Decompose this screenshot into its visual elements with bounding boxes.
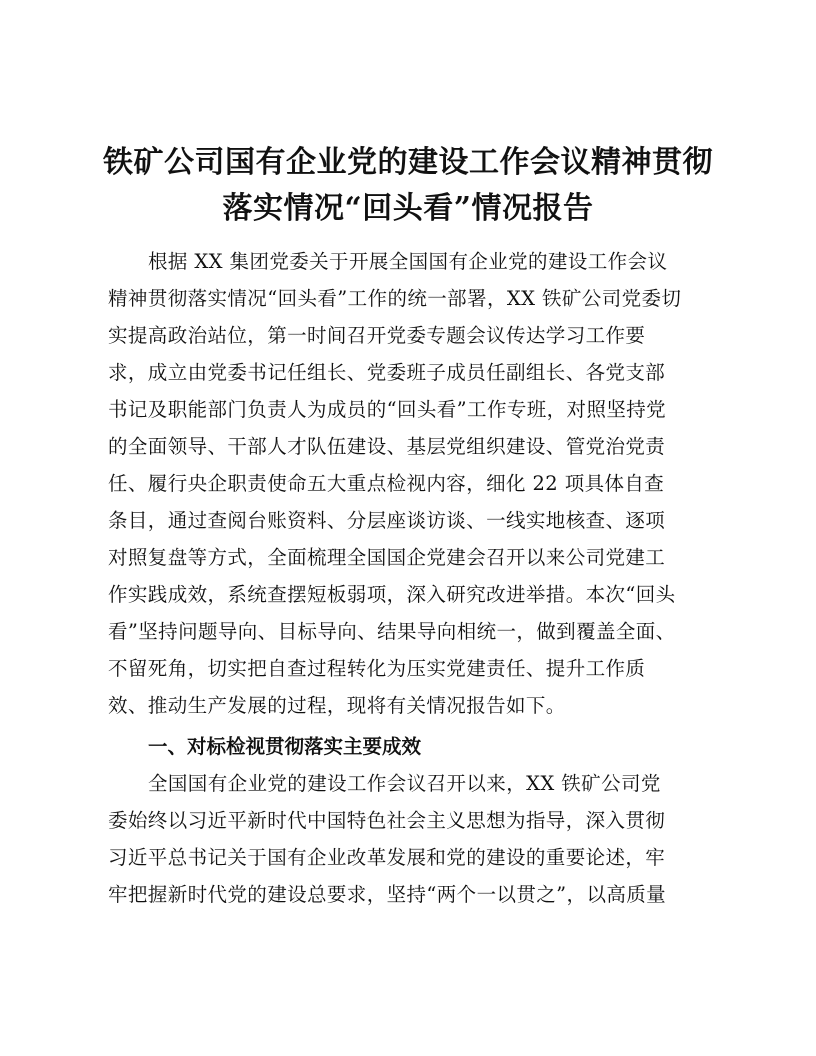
paragraph-line: 作实践成效，系统查摆短板弱项，深入研究改进举措。本次“回头: [108, 583, 676, 606]
paragraph-line: 效、推动生产发展的过程，现将有关情况报告如下。: [108, 694, 566, 717]
paragraph-line: 委始终以习近平新时代中国特色社会主义思想为指导，深入贯彻: [108, 809, 666, 832]
paragraph-line: 习近平总书记关于国有企业改革发展和党的建设的重要论述，牢: [108, 846, 666, 869]
section-heading: 一、对标检视贯彻落实主要成效: [148, 735, 422, 758]
paragraph-line: 实提高政治站位，第一时间召开党委专题会议传达学习工作要: [108, 324, 646, 347]
document-title-line-1: 铁矿公司国有企业党的建设工作会议精神贯彻: [103, 145, 713, 180]
paragraph-line: 的全面领导、干部人才队伍建设、基层党组织建设、管党治党责: [108, 435, 666, 458]
paragraph-line: 精神贯彻落实情况“回头看”工作的统一部署，XX 铁矿公司党委切: [108, 287, 682, 310]
paragraph-line: 任、履行央企职责使命五大重点检视内容，细化 22 项具体自查: [108, 472, 665, 495]
paragraph-line: 不留死角，切实把自查过程转化为压实党建责任、提升工作质: [108, 657, 646, 680]
paragraph-line: 看”坚持问题导向、目标导向、结果导向相统一，做到覆盖全面、: [108, 620, 676, 643]
paragraph-line: 牢把握新时代党的建设总要求，坚持“两个一以贯之”，以高质量: [108, 883, 667, 906]
paragraph-line: 书记及职能部门负责人为成员的“回头看”工作专班，对照坚持党: [108, 398, 667, 421]
paragraph-line: 根据 XX 集团党委关于开展全国国有企业党的建设工作会议: [148, 250, 668, 273]
paragraph-line: 对照复盘等方式，全面梳理全国国企党建会召开以来公司党建工: [108, 546, 666, 569]
paragraph-line: 求，成立由党委书记任组长、党委班子成员任副组长、各党支部: [108, 361, 666, 384]
paragraph-line: 条目，通过查阅台账资料、分层座谈访谈、一线实地核查、逐项: [108, 509, 666, 532]
paragraph-line: 全国国有企业党的建设工作会议召开以来，XX 铁矿公司党: [148, 772, 661, 795]
document-title-line-2: 落实情况“回头看”情况报告: [222, 191, 594, 226]
